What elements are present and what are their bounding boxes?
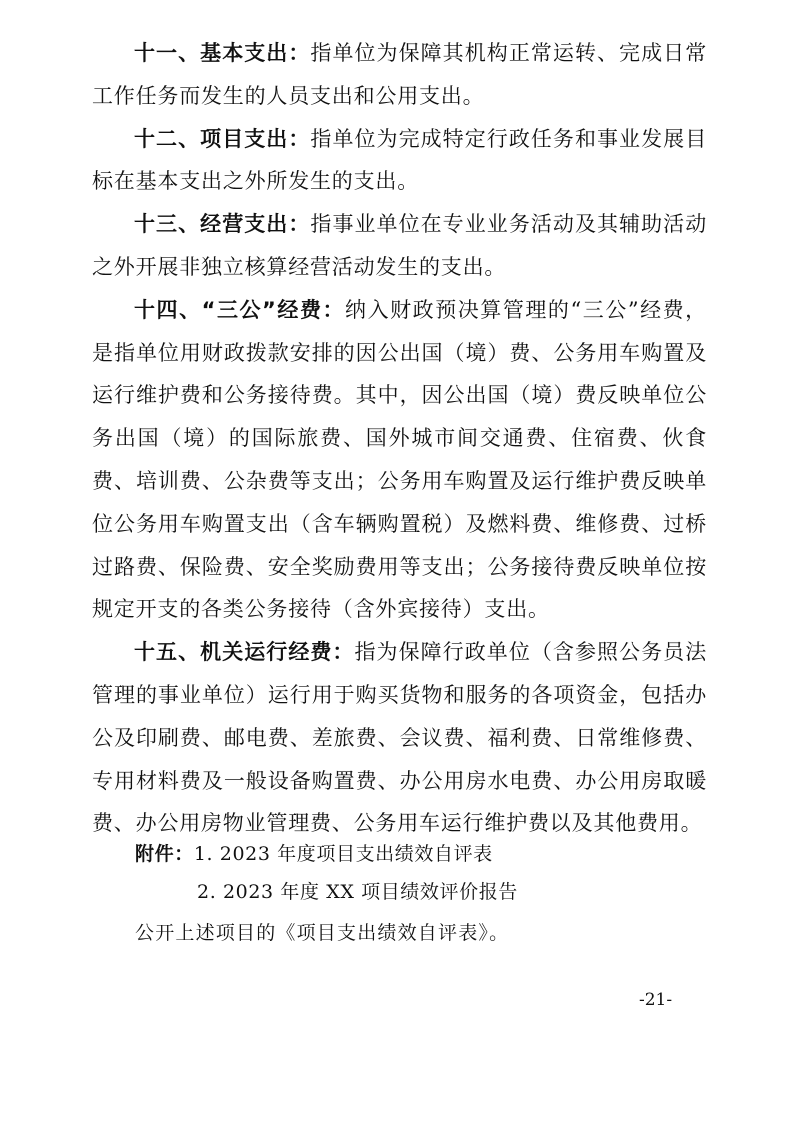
definition-term: 十三、经营支出： — [134, 212, 311, 237]
definition-paragraph-three-public-expenses — [92, 289, 707, 631]
definition-paragraph-agency-operating-expenses — [92, 631, 707, 845]
disclosure-note: 公开上述项目的《项目支出绩效自评表》。 — [135, 922, 510, 944]
definition-term: 十一、基本支出： — [134, 41, 311, 65]
definition-paragraph-operating-expenditure — [92, 203, 707, 289]
definition-paragraph-project-expenditure — [92, 118, 707, 204]
definition-text: 指事业单位在专业业务活动及其辅助活动之外开展非独立核算经营活动发生的支出。 — [92, 212, 707, 279]
attachments-list — [135, 835, 518, 911]
definition-term: 十二、项目支出： — [134, 126, 311, 151]
definition-text: 指为保障行政单位（含参照公务员法管理的事业单位）运行用于购买货物和服务的各项资金，包括办公及印刷费、邮电费、差旅费、会议费、福利费、日常维修费、专用材料费及一般设备购置费、办公用房水电费、办公用房取暖费、办公用房物业管理费、公务用车运行维护费以及其他费用。 — [92, 640, 707, 836]
page-number: -21- — [639, 990, 673, 1010]
attachment-title: 1. 2023 年度项目支出绩效自评表 — [193, 843, 493, 865]
definition-term: 十四、“三公”经费： — [134, 297, 346, 322]
definition-text: 指单位为完成特定行政任务和事业发展目标在基本支出之外所发生的支出。 — [92, 126, 707, 194]
attachment-title: 2. 2023 年度 XX 项目绩效评价报告 — [197, 881, 518, 903]
definition-text: 纳入财政预决算管理的“三公”经费，是指单位用财政拨款安排的因公出国（境）费、公务用车购置及运行维护费和公务接待费。其中，因公出国（境）费反映单位公务出国（境）的国际旅费、国外城市间交通费、住宿费、伙食费、培训费、公杂费等支出；公务用车购置及运行维护费反映单位公务用车购置支出（含车辆购置税）及燃料费、维修费、过桥过路费、保险费、安全奖励费用等支出；公务接待费反映单位按规定开支的各类公务接待（含外宾接待）支出。 — [92, 297, 707, 622]
definitions-body — [92, 32, 707, 845]
definition-paragraph-basic-expenditure — [92, 32, 707, 118]
attachment-item-1 — [135, 835, 518, 873]
attachments-label: 附件： — [135, 843, 194, 865]
definition-term: 十五、机关运行经费： — [134, 640, 355, 665]
definition-text: 指单位为保障其机构正常运转、完成日常工作任务而发生的人员支出和公用支出。 — [92, 41, 707, 108]
attachment-item-2 — [135, 873, 518, 911]
